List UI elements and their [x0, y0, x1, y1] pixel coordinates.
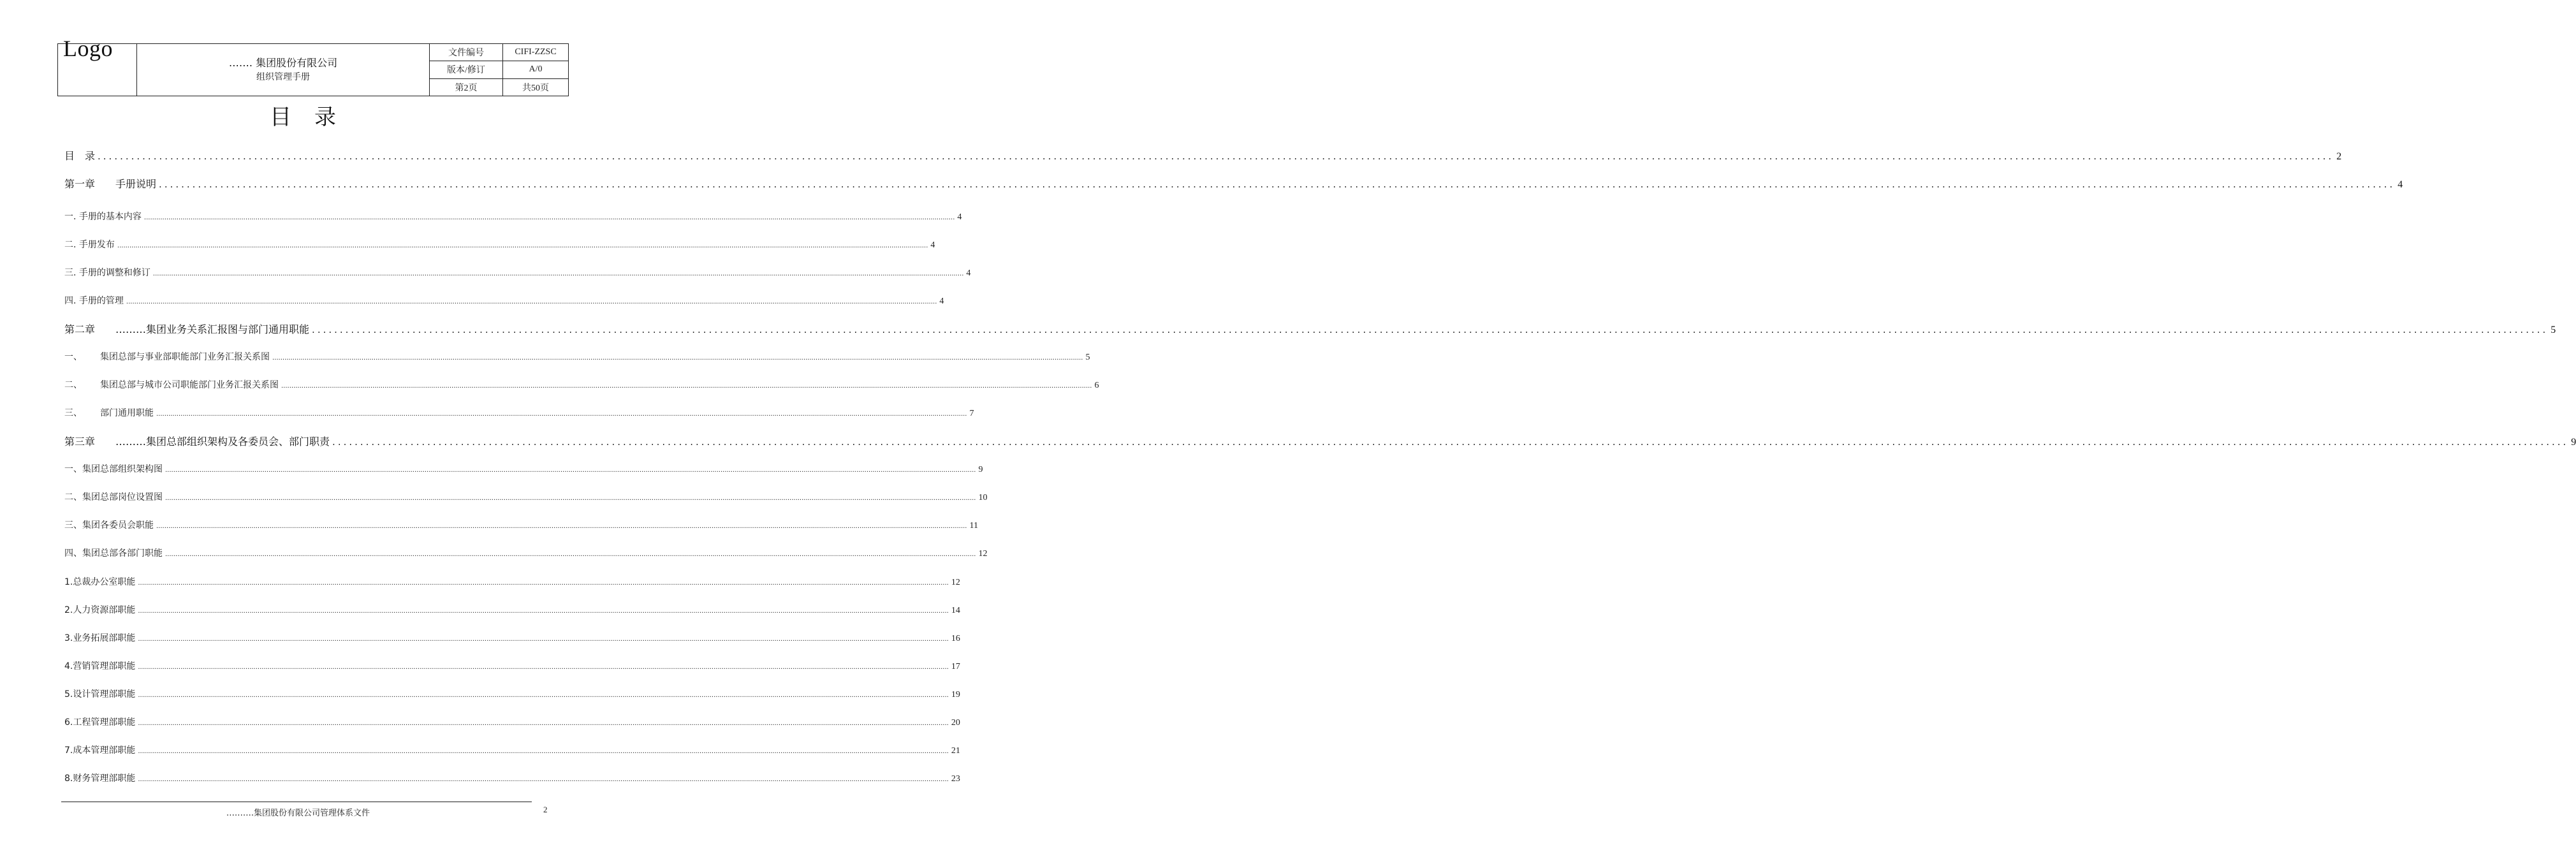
toc-dot-leader: ................................................................................................................................................................................................................................................................................................................................................................................................................: [165, 495, 976, 502]
toc-entry[interactable]: [64, 687, 960, 703]
toc-entry-label: 工程管理部职能: [73, 717, 136, 728]
toc-entry-page: 9: [978, 465, 983, 474]
toc-entry-label: 手册的管理: [78, 296, 124, 306]
toc-entry[interactable]: [64, 715, 960, 731]
toc-entry-gap: [95, 176, 115, 191]
toc-dot-leader: ................................................................................................................................................................................................................................................................................................................................................................................................................: [138, 608, 949, 615]
toc-entry-page: 9: [2571, 437, 2576, 448]
toc-dot-leader: ................................................................................................................................................................................................................................................................................................................................................................................................................: [156, 411, 967, 418]
toc-entry-number: 二、: [64, 380, 82, 390]
toc-entry-page: 12: [978, 549, 988, 559]
toc-dot-leader: ................................................................................................................................................................................................................................................................................................................................................................................................................: [312, 324, 2549, 335]
toc-entry-gap: [82, 378, 100, 391]
toc-entry-number: 6.: [64, 717, 73, 728]
toc-entry[interactable]: [64, 546, 988, 562]
toc-entry-page: 7: [969, 409, 974, 418]
toc-entry-label: 手册的调整和修订: [78, 268, 150, 278]
toc-dot-leader: ................................................................................................................................................................................................................................................................................................................................................................................................................: [281, 383, 1092, 390]
toc-entry-label: 集团总部组织架构图: [82, 464, 163, 474]
toc-entry[interactable]: [64, 238, 935, 253]
toc-entry-page: 4: [957, 212, 962, 222]
toc-entry-page: 17: [951, 662, 960, 671]
toc-entry[interactable]: [64, 266, 971, 281]
toc-entry-page: 23: [951, 774, 960, 784]
toc-entry-label: 手册发布: [78, 240, 115, 250]
toc-dot-leader: ................................................................................................................................................................................................................................................................................................................................................................................................................: [98, 150, 2334, 162]
toc-entry-page: 5: [2550, 325, 2556, 335]
logo: Logo: [63, 36, 113, 61]
toc-entry-number: 8.: [64, 773, 73, 784]
toc-entry-page: 4: [939, 297, 944, 306]
toc-entry[interactable]: [64, 490, 988, 506]
toc-entry-label: 集团各委员会职能: [82, 520, 154, 531]
toc-entry-label: 集团总部与事业部职能部门业务汇报关系图: [100, 352, 270, 362]
toc-entry-number: 一.: [64, 212, 77, 222]
toc-dot-leader: ................................................................................................................................................................................................................................................................................................................................................................................................................: [332, 436, 2569, 448]
toc-entry-page: 14: [951, 606, 960, 615]
footer-page-number: 2: [543, 805, 548, 814]
toc-entry-page: 12: [951, 578, 960, 587]
toc-entry[interactable]: [64, 210, 962, 225]
toc-entry[interactable]: [64, 462, 983, 478]
company-cell: [137, 44, 430, 96]
toc-entry-number: 1.: [64, 577, 73, 587]
toc-entry-label: 集团总部岗位设置图: [82, 492, 163, 502]
document-header-table: [57, 36, 569, 96]
toc-entry-label: 总裁办公室职能: [73, 577, 136, 587]
toc-entry-label: 手册的基本内容: [78, 212, 142, 222]
toc-entry-label: 设计管理部职能: [73, 689, 136, 700]
toc-dot-leader: ................................................................................................................................................................................................................................................................................................................................................................................................................: [138, 748, 949, 755]
toc-entry[interactable]: [64, 518, 978, 534]
toc-dot-leader: ................................................................................................................................................................................................................................................................................................................................................................................................................: [272, 355, 1083, 362]
toc-entry-label: ………集团业务关系汇报图与部门通用职能: [115, 323, 310, 335]
toc-entry[interactable]: [64, 406, 974, 421]
doc-number-value: CIFI-ZZSC: [503, 44, 569, 61]
toc-title: 目录: [270, 105, 359, 130]
toc-dot-leader: ................................................................................................................................................................................................................................................................................................................................................................................................................: [165, 551, 976, 558]
toc-entry-number: 第一章: [64, 178, 96, 190]
toc-entry-page: 6: [1094, 381, 1099, 390]
manual-name: 组织管理手册: [256, 71, 310, 82]
toc-dot-leader: ................................................................................................................................................................................................................................................................................................................................................................................................................: [126, 298, 937, 305]
toc-dot-leader: ................................................................................................................................................................................................................................................................................................................................................................................................................: [143, 214, 955, 221]
toc-entry[interactable]: [64, 294, 944, 309]
toc-entry-number: 三.: [64, 268, 77, 278]
toc-entry-number: 3.: [64, 633, 73, 643]
toc-dot-leader: ................................................................................................................................................................................................................................................................................................................................................................................................................: [165, 467, 976, 474]
toc-entry-number: 三、: [64, 408, 82, 418]
toc-dot-leader: ................................................................................................................................................................................................................................................................................................................................................................................................................: [159, 179, 2396, 190]
toc-entry-label: 集团总部各部门职能: [82, 548, 163, 559]
toc-entry-number: 三、: [64, 520, 82, 531]
toc-entry-page: 5: [1085, 353, 1090, 362]
toc-dot-leader: ................................................................................................................................................................................................................................................................................................................................................................................................................: [138, 580, 949, 587]
toc-entry-gap: [82, 350, 100, 363]
toc-entry-label: 营销管理部职能: [73, 661, 136, 671]
toc-entry-gap: [95, 321, 115, 336]
page-label: 第2页: [430, 78, 503, 96]
toc-entry-number: 5.: [64, 689, 73, 700]
toc-entry[interactable]: [64, 772, 960, 787]
toc-entry[interactable]: [64, 148, 2342, 163]
toc-entry-page: 11: [969, 521, 978, 531]
toc-entry-label: 集团总部与城市公司职能部门业务汇报关系图: [100, 380, 279, 390]
toc-entry-gap: [82, 406, 100, 419]
toc-entry-number: 二、: [64, 492, 82, 502]
toc-entry-number: 二.: [64, 240, 77, 250]
toc-entry-label: 业务拓展部职能: [73, 633, 136, 643]
toc-entry-page: 4: [2397, 179, 2403, 190]
company-name: ……. 集团股份有限公司: [228, 56, 338, 69]
toc-entry-number: 一、: [64, 352, 82, 362]
toc-dot-leader: ................................................................................................................................................................................................................................................................................................................................................................................................................: [138, 720, 949, 727]
version-value: A/0: [503, 61, 569, 78]
toc-entry-gap: [95, 434, 115, 448]
toc-entry-number: 一、: [64, 464, 82, 474]
toc-entry-page: 4: [966, 268, 971, 278]
toc-entry[interactable]: [64, 575, 960, 590]
toc-entry-number: 4.: [64, 661, 73, 671]
logo-cell: [58, 36, 137, 96]
toc-dot-leader: ................................................................................................................................................................................................................................................................................................................................................................................................................: [138, 636, 949, 643]
toc-entry-page: 4: [930, 240, 935, 250]
toc-entry-page: 16: [951, 634, 960, 643]
toc-dot-leader: ................................................................................................................................................................................................................................................................................................................................................................................................................: [152, 270, 964, 277]
toc-dot-leader: ................................................................................................................................................................................................................................................................................................................................................................................................................: [138, 692, 949, 699]
toc-dot-leader: ................................................................................................................................................................................................................................................................................................................................................................................................................: [117, 242, 928, 249]
toc-entry-number: 7.: [64, 745, 73, 756]
toc-entry-number: 2.: [64, 605, 73, 615]
toc-entry-number: 第二章: [64, 323, 96, 335]
toc-entry-label: 成本管理部职能: [73, 745, 136, 756]
toc-entry[interactable]: [64, 434, 2576, 449]
toc-dot-leader: ................................................................................................................................................................................................................................................................................................................................................................................................................: [156, 523, 967, 530]
toc-entry-page: 21: [951, 746, 960, 756]
toc-entry[interactable]: [64, 743, 960, 759]
toc-entry-page: 19: [951, 690, 960, 700]
toc-entry-label: ………集团总部组织架构及各委员会、部门职责: [115, 436, 330, 448]
toc-entry[interactable]: [64, 176, 2403, 191]
toc-entry-label: 人力资源部职能: [73, 605, 136, 615]
toc-entry-label: 部门通用职能: [100, 408, 154, 418]
toc-entry-number: 四、: [64, 548, 82, 559]
toc-dot-leader: ................................................................................................................................................................................................................................................................................................................................................................................................................: [138, 776, 949, 783]
toc-entry-page: 2: [2336, 151, 2342, 162]
toc-entry-page: 20: [951, 718, 960, 728]
version-label: 版本/修订: [430, 61, 503, 78]
toc-entry[interactable]: [64, 350, 1090, 365]
doc-number-label: 文件编号: [430, 44, 503, 61]
toc-entry[interactable]: [64, 603, 960, 619]
toc-entry-label: 财务管理部职能: [73, 773, 136, 784]
toc-entry-label: 手册说明: [115, 178, 157, 190]
toc-entry[interactable]: [64, 321, 2556, 337]
toc-entry-page: 10: [978, 493, 988, 502]
toc-entry[interactable]: [64, 659, 960, 675]
toc-entry[interactable]: [64, 378, 1099, 393]
toc-entry-number: 第三章: [64, 436, 96, 448]
toc-dot-leader: ................................................................................................................................................................................................................................................................................................................................................................................................................: [138, 664, 949, 671]
toc-entry-number: 目 录: [64, 150, 96, 162]
toc-entry[interactable]: [64, 631, 960, 647]
footer-text: ……….集团股份有限公司管理体系文件: [226, 809, 370, 818]
total-pages-value: 共50页: [503, 78, 569, 96]
toc-entry-number: 四.: [64, 296, 77, 306]
